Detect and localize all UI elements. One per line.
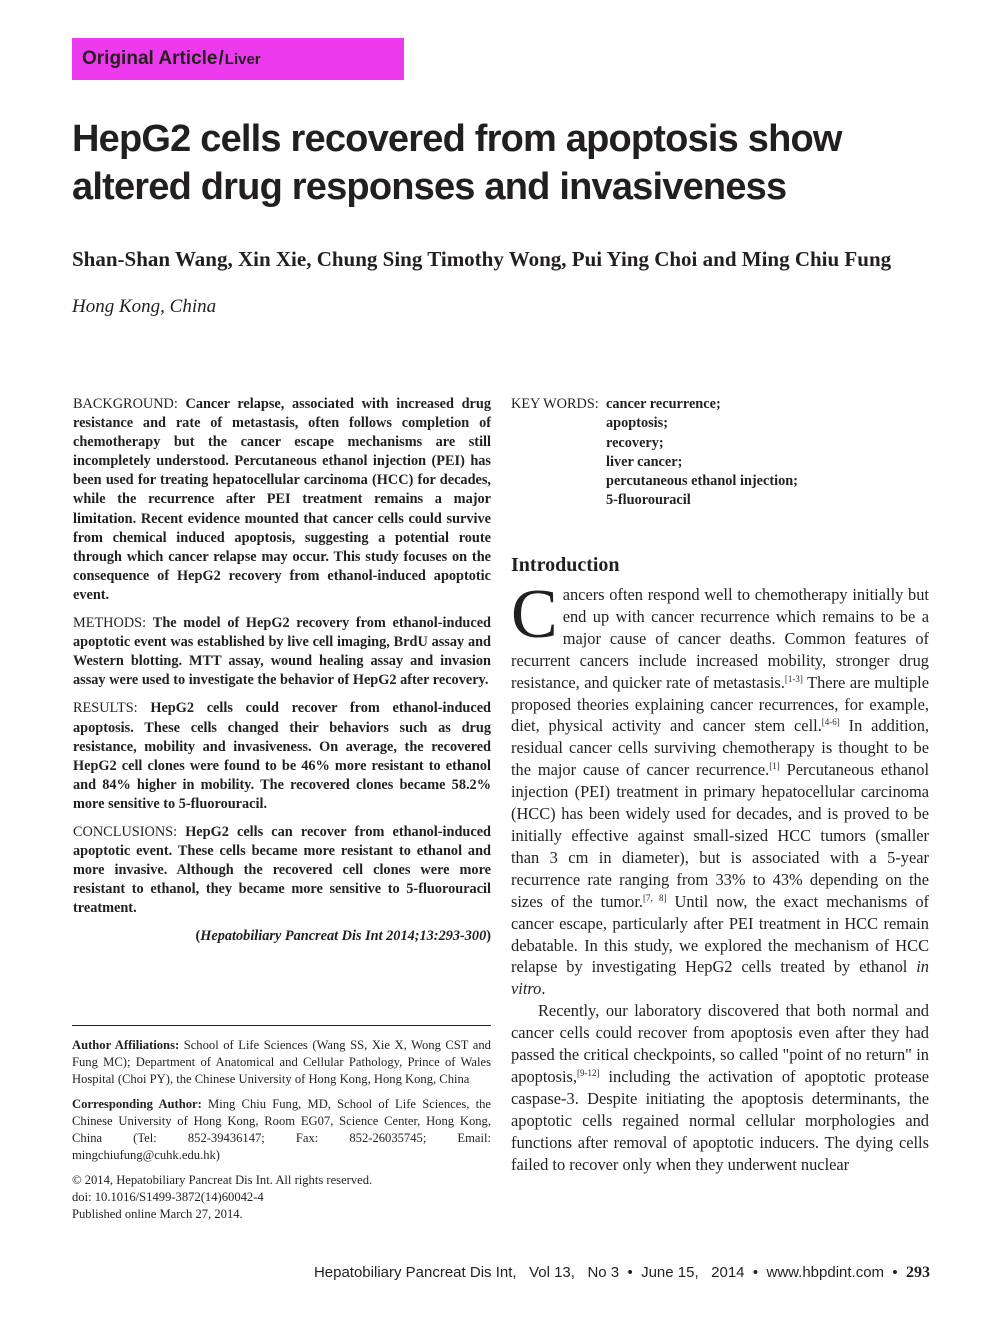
footer-issue: No 3 — [587, 1264, 620, 1281]
article-authors: Shan-Shan Wang, Xin Xie, Chung Sing Timothy Wong, Pui Ying Choi and Ming Chiu Fung — [72, 247, 892, 271]
footer-date: June 15, — [641, 1264, 699, 1281]
abstract-results — [73, 699, 491, 814]
footer-bullet: • — [752, 1264, 759, 1281]
section-divider: / — [218, 48, 224, 69]
abstract-results-label: RESULTS: — [73, 700, 151, 717]
citation-text: Hepatobiliary Pancreat Dis Int 2014;13:293-300 — [200, 928, 487, 945]
subsection-label: Liver — [224, 50, 261, 68]
reference-marker: [1] — [769, 761, 780, 772]
section-label: Original Article — [82, 48, 218, 69]
citation-open: ( — [195, 928, 201, 945]
corresponding-author — [72, 1096, 491, 1164]
reference-marker: [4-6] — [821, 717, 840, 728]
citation — [73, 927, 491, 946]
intro-text: . — [541, 979, 546, 999]
citation-close: ) — [486, 928, 491, 945]
footer-journal: Hepatobiliary Pancreat Dis Int, — [313, 1264, 517, 1281]
intro-italic: in vitro — [511, 957, 929, 999]
keywords-list — [606, 395, 798, 511]
published-date: Published online March 27, 2014. — [72, 1207, 243, 1221]
footer-bullet: • — [627, 1264, 633, 1281]
reference-marker: [1-3] — [784, 673, 803, 684]
abstract-background-label: BACKGROUND: — [73, 396, 186, 412]
footer-volume: Vol 13, — [529, 1264, 575, 1281]
keyword-item: recovery; — [606, 434, 664, 451]
abstract-conclusions — [73, 823, 491, 918]
section-banner — [72, 38, 404, 80]
keywords-label: KEY WORDS: — [511, 396, 599, 412]
abstract — [73, 395, 491, 947]
footer-year: 2014 — [711, 1264, 745, 1281]
footnotes — [72, 1037, 491, 1223]
keyword-item: liver cancer; — [606, 453, 683, 470]
abstract-methods — [73, 614, 491, 690]
corresponding-text: Ming Chiu Fung, MD, School of Life Sciences, the Chinese University of Hong Kong, Room EG07, Science Center, Hong Kong, China (Tel: 852-39436147; Fax: 852-26035745; Email: mingchiufung@cuhk.edu.hk) — [72, 1097, 492, 1162]
abstract-background-text: Cancer relapse, associated with increased drug resistance and rate of metastasis, often follows completion of chemotherapy but the cancer escape mechanisms are still incompletely understood. Percutaneous ethanol injection (PEI) has been used for treating hepatocellular carcinoma (HCC) for decades, while the recurrence after PEI treatment remains a major limitation. Recent evidence mounted that cancer cells could survive from chemical induced apoptosis, suggesting a potential route through which cancer relapse may occur. This study focuses on the consequence of HepG2 recovery from ethanol-induced apoptotic event. — [73, 396, 491, 603]
intro-text: including the activation of apoptotic protease caspase-3. Despite initiating the apoptosis determinants, the apoptotic cells regained normal cellular morphologies and functions after removal of apoptotic inducers. The dying cells failed to recover only when they underwent nuclear — [511, 1066, 929, 1174]
author-affiliations — [72, 1037, 491, 1088]
abstract-methods-label: METHODS: — [73, 615, 153, 632]
abstract-results-text: HepG2 cells could recover from ethanol-induced apoptosis. These cells changed their behaviors such as drug resistance, mobility and invasiveness. On average, the recovered HepG2 cell clones were found to be 46% more resistant to ethanol and 84% higher in mobility. The recovered clones became 58.2% more sensitive to 5-fluorouracil. — [73, 700, 491, 812]
keyword-item: percutaneous ethanol injection; — [606, 473, 798, 490]
introduction-heading: Introduction — [511, 554, 620, 576]
footer-website: www.hbpdint.com — [766, 1264, 885, 1281]
author-location: Hong Kong, China — [72, 296, 217, 317]
intro-text: Until now, the exact mechanisms of cancer escape, particularly after PEI treatment in HCC remain debatable. In this study, we explored the mechanism of HCC relapse by investigating HepG2 cells treated by ethanol — [511, 891, 929, 977]
article-title: HepG2 cells recovered from apoptosis show altered drug responses and invasiveness — [72, 118, 842, 208]
intro-text: Recently, our laboratory discovered that both normal and cancer cells could recover from apoptosis even after they had passed the critical checkpoints, so called "point of no return" in apoptosis, — [511, 1001, 929, 1086]
page-number: 293 — [906, 1264, 930, 1281]
reference-marker: [7, 8] — [643, 892, 667, 903]
footer-bullet: • — [892, 1264, 898, 1281]
doi: doi: 10.1016/S1499-3872(14)60042-4 — [72, 1190, 264, 1204]
keyword-item: cancer recurrence; — [606, 396, 721, 412]
intro-text: In addition, residual cancer cells surviving chemotherapy is thought to be the major cause of cancer recurrence. — [511, 716, 930, 780]
introduction-body — [511, 576, 930, 1175]
affiliations-text: School of Life Sciences (Wang SS, Xie X, Wong CST and Fung MC); Department of Anatomical and Cellular Pathology, Prince of Wales Hospital (Choi PY), the Chinese University of Hong Kong, Hong Kong, China — [72, 1038, 491, 1086]
abstract-background — [73, 395, 491, 605]
abstract-methods-text: The model of HepG2 recovery from ethanol-induced apoptotic event was established by live cell imaging, BrdU assay and Western blotting. MTT assay, wound healing assay and invasion assay were used to investigate the behavior of HepG2 after recovery. — [73, 615, 492, 689]
keywords — [511, 395, 798, 511]
page-footer — [314, 1264, 930, 1282]
abstract-conclusions-label: CONCLUSIONS: — [73, 823, 186, 840]
keyword-item: 5-fluorouracil — [606, 492, 691, 509]
intro-paragraph-1 — [511, 576, 930, 1000]
abstract-conclusions-text: HepG2 cells can recover from ethanol-induced apoptotic event. These cells became more resistant to ethanol and more invasive. Although the recovered cell clones were more resistant to ethanol, they became more sensitive to 5-fluorouracil treatment. — [73, 823, 492, 917]
reference-marker: [9-12] — [577, 1067, 600, 1078]
drop-cap: C — [511, 576, 558, 653]
intro-text: There are multiple proposed theories explaining cancer recurrences, for example, diet, physical activity and cancer stem cell. — [511, 672, 929, 736]
intro-text: ancers often respond well to chemotherapy initially but end up with cancer recurrence which remains to be a major cause of cancer deaths. Common features of recurrent cancers include increased mobility, stronger drug resistance, and quicker rate of metastasis. — [511, 585, 929, 692]
intro-text: Percutaneous ethanol injection (PEI) treatment in primary hepatocellular carcinoma (HCC) has been widely used for decades, and is proved to be initially effective against small-sized HCC tumors (smaller than 3 cm in diameter), but is associated with a 5-year recurrence rate ranging from 33% to 43% depending on the sizes of the tumor. — [511, 760, 930, 911]
intro-paragraph-2 — [511, 1000, 929, 1175]
copyright: © 2014, Hepatobiliary Pancreat Dis Int. All rights reserved. — [72, 1173, 373, 1187]
affiliations-label: Author Affiliations: — [72, 1038, 184, 1052]
footnote-divider — [72, 1025, 491, 1026]
corresponding-label: Corresponding Author: — [72, 1097, 209, 1111]
keyword-item: apoptosis; — [606, 415, 668, 432]
